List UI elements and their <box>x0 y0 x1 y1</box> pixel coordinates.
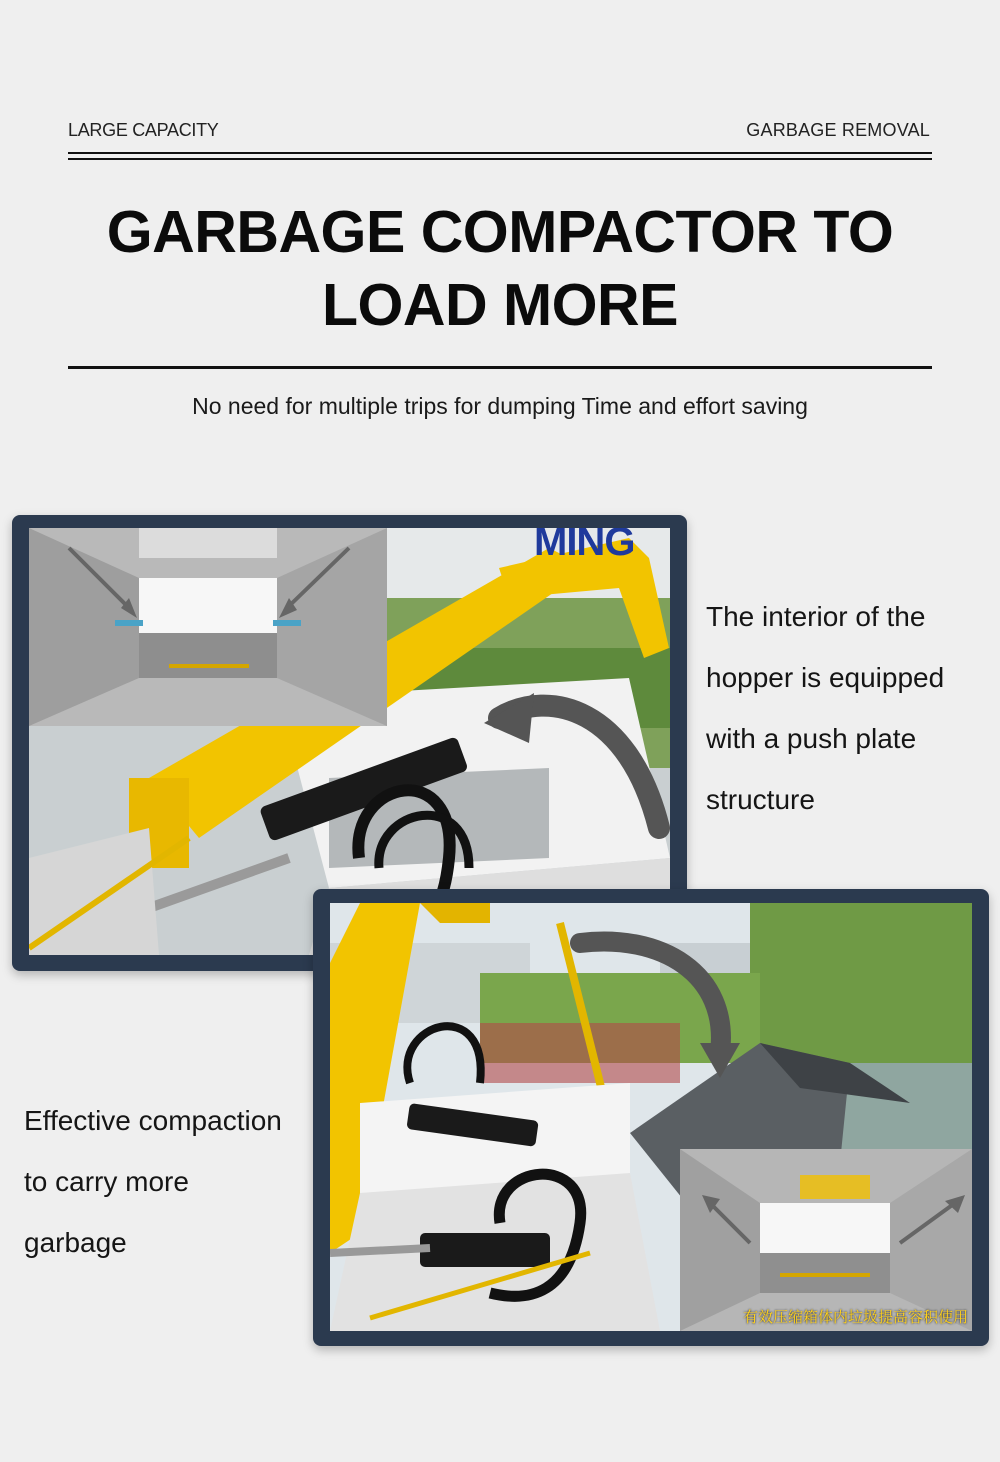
page-title <box>40 196 960 342</box>
tag-garbage-removal: GARBAGE REMOVAL <box>746 120 930 140</box>
title-line-1: GARBAGE COMPACTOR TO <box>106 199 894 265</box>
page-subtitle: No need for multiple trips for dumping Time and effort saving <box>192 393 808 419</box>
title-line-2: LOAD MORE <box>321 272 679 338</box>
caption-compaction-line-3: garbage <box>24 1227 127 1258</box>
caption-hopper-line-4: structure <box>706 784 815 815</box>
brand-logo-partial: MING <box>534 528 635 564</box>
compaction-illustration <box>330 903 972 1331</box>
caption-hopper-line-2: hopper is equipped <box>706 662 945 693</box>
title-divider <box>68 366 932 369</box>
caption-compaction-line-2: to carry more <box>24 1166 189 1197</box>
photo-frame-compaction <box>313 889 989 1346</box>
caption-hopper-line-1: The interior of the <box>706 601 926 632</box>
caption-compaction <box>24 1090 314 1273</box>
overlay-chinese-caption: 有效压缩箱体内垃圾提高容积使用 <box>742 1308 968 1326</box>
caption-compaction-line-1: Effective compaction <box>24 1105 282 1136</box>
tag-large-capacity: LARGE CAPACITY <box>68 120 219 140</box>
header-double-rule <box>68 152 932 160</box>
caption-hopper-line-3: with a push plate <box>706 723 917 754</box>
caption-hopper <box>706 586 986 830</box>
compaction-photo <box>330 903 972 1331</box>
